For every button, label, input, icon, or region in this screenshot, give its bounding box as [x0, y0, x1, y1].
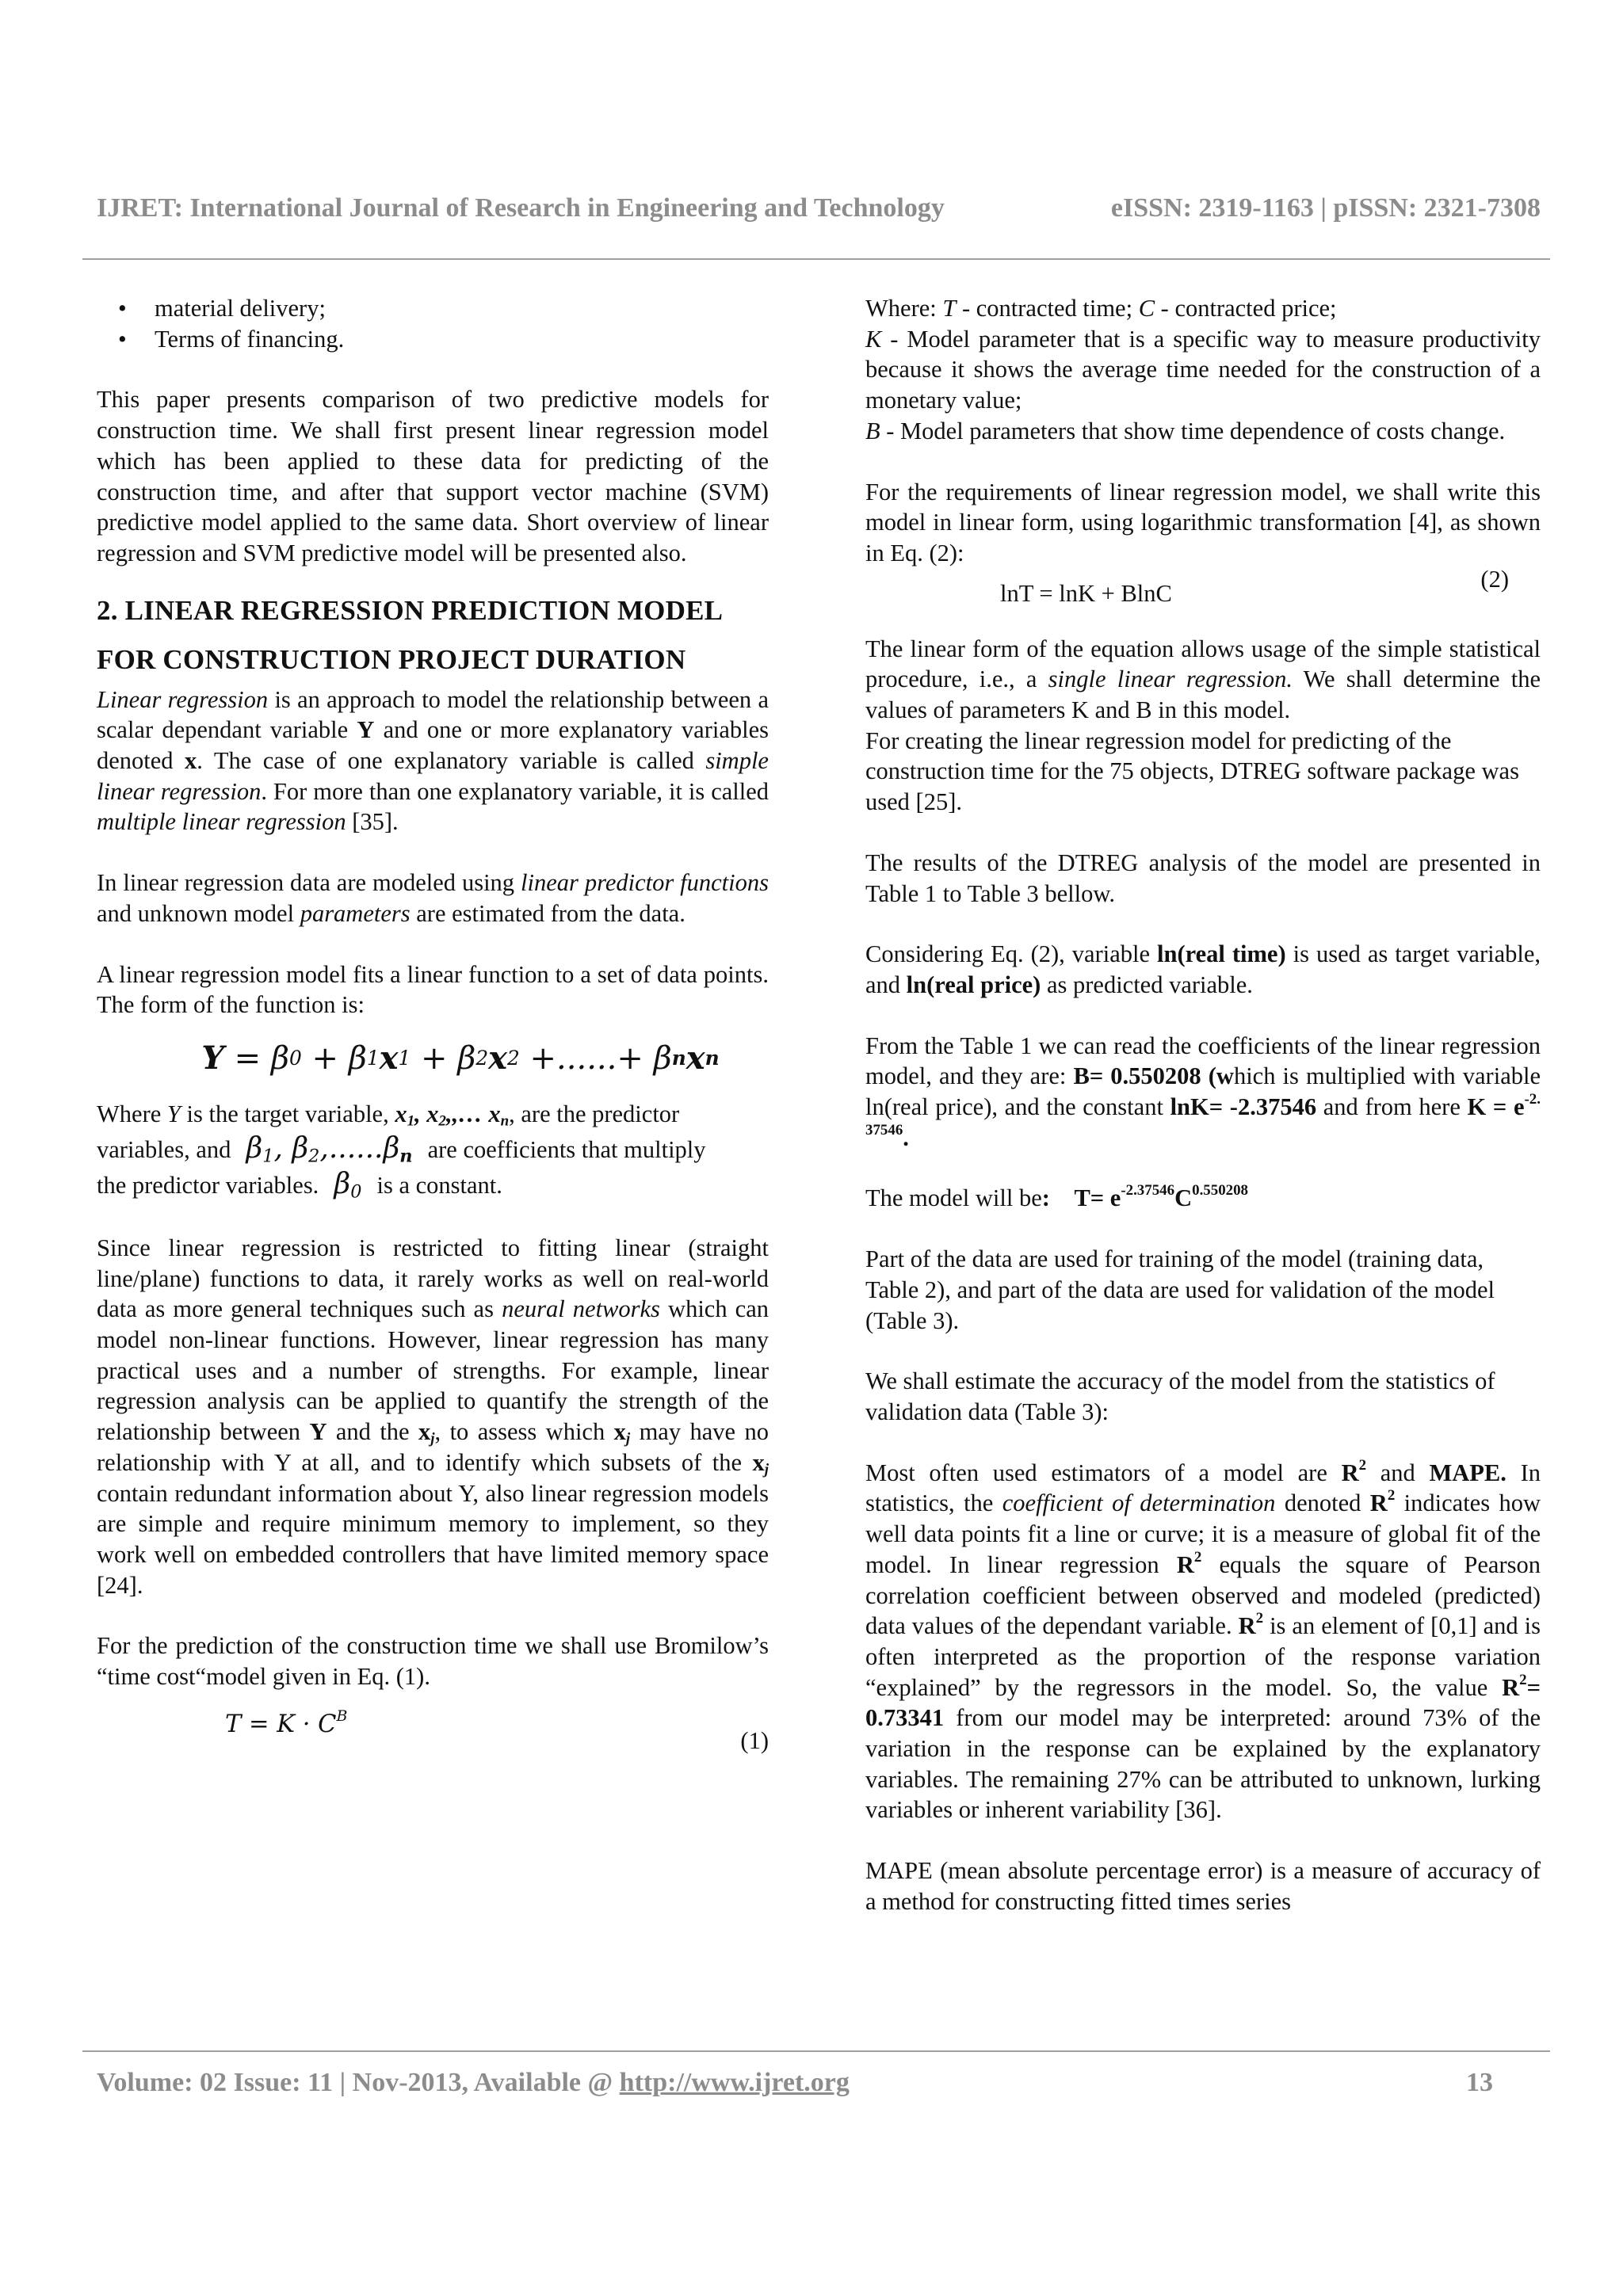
equation-1	[97, 1707, 769, 1757]
log-equation: lnT = lnK + BlnC	[1000, 579, 1172, 607]
right-column	[865, 293, 1541, 1917]
issn-info: eISSN: 2319-1163 | pISSN: 2321-7308	[1110, 193, 1541, 223]
beta-coefficients-symbol: $\beta_1$, $\beta_2,......\beta_n$	[237, 1131, 413, 1167]
requirements-paragraph: For the requirements of linear regression model, we shall write this model in linear form, using logarithmic transformation [4], as shown in Eq. (2):	[865, 478, 1541, 566]
regression-equation: Y = β 0 + β 1 x 1 + β 2 x 2 +......+ β n x n	[201, 1039, 720, 1077]
section-heading	[97, 586, 769, 685]
fit-paragraph: A linear regression model fits a linear function to a set of data points. The form of the function is:	[97, 960, 769, 1019]
where-definitions: Where: T - contracted time; C - contracted price; K - Model parameter that is a specific way to measure productivity because it shows the average time needed for the construction of a monetary value; B - Model parameters that show time dependence of costs change.	[865, 295, 1541, 444]
equation-1-number: (1)	[740, 1726, 769, 1754]
model-equation: The model will be: $T= e^{-2.37546}C^{0.550208}$	[865, 1182, 1249, 1212]
footer-rule	[82, 2050, 1550, 2052]
journal-link[interactable]: http://www.ijret.org	[619, 2068, 850, 2097]
bullet-item: • material delivery;	[155, 293, 769, 324]
header-rule	[82, 258, 1550, 260]
time-cost-equation: $T = K \cdot C^B$	[225, 1707, 348, 1738]
linear-form-paragraph: The linear form of the equation allows usage of the simple statistical procedure, i.e., a single linear regression. We shall determine the values of parameters K and B in this model.	[865, 635, 1541, 724]
predictor-functions-paragraph: In linear regression data are modeled using linear predictor functions and unknown model parameters are estimated from the data.	[97, 869, 769, 927]
bullet-list	[97, 293, 769, 354]
footer-volume-info: Volume: 02 Issue: 11 | Nov-2013, Available @ http://www.ijret.org	[97, 2068, 850, 2097]
equation-2	[865, 565, 1541, 616]
results-paragraph: The results of the DTREG analysis of the model are presented in Table 1 to Table 3 bellow.	[865, 849, 1541, 907]
where-paragraph: Where Y is the target variable, $x_1$, $x_2,,\dots$ $x_n$, are the predictor variables, and $\beta_1$, $\beta_2,......\beta_n$ are coefficients that multiply the predictor variables. $\beta_0$ is a constant.	[97, 1100, 706, 1203]
page-number: 13	[1466, 2068, 1493, 2097]
intro-paragraph: This paper presents comparison of two predictive models for construction time. We shall first present linear regression model which has been applied to these data for predicting of the construction time, and after that support vector machine (SVM) predictive model applied to the same data. Short overview of linear regression and SVM predictive model will be presented also.	[97, 386, 769, 566]
r-squared-paragraph: Most often used estimators of a model are $R^2$ and MAPE. In statistics, the coefficient of determination denoted $R^2$ indicates how well data points fit a line or curve; it is a measure of global fit of the model. In linear regression $R^2$ equals the square of Pearson correlation coefficient between observed and modeled (predicted) data values of the dependant variable. $R^2$ is an element of [0,1] and is often interpreted as the proportion of the response variation “explained” by the regressors in the model. So, the value $R^2= 0.73341$ from our model may be interpreted: around 73% of the variation in the response can be explained by the explanatory variables. The remaining 27% can be attributed to unknown, lurking variables or inherent variability [36].	[865, 1456, 1541, 1824]
section-heading-line2: FOR CONSTRUCTION PROJECT DURATION	[97, 643, 686, 675]
since-paragraph: Since linear regression is restricted to fitting linear (straight line/plane) functions to data, it rarely works as well on real-world data as more general techniques such as neural networks which can model non-linear functions. However, linear regression has many practical uses and a number of strengths. For example, linear regression analysis can be applied to quantify the strength of the relationship between Y and the $x_j$, to assess which $x_j$ may have no relationship with Y at all, and to identify which subsets of the $x_j$ contain redundant information about Y, also linear regression models are simple and require minimum memory to implement, so they work well on embedded controllers that have limited memory space [24].	[97, 1234, 769, 1599]
bullet-item: • Terms of financing.	[155, 324, 769, 355]
left-column	[97, 293, 769, 1757]
bromilow-paragraph: For the prediction of the construction time we shall use Bromilow’s “time cost“model given in Eq. (1).	[97, 1632, 769, 1691]
beta-zero-symbol: $\beta_0$	[324, 1167, 362, 1203]
linear-regression-definition: Linear regression is an approach to model the relationship between a scalar dependant variable Y and one or more explanatory variables denoted x. The case of one explanatory variable is called simple linear regression. For more than one explanatory variable, it is called multiple linear regression [35].	[97, 685, 769, 836]
equation-2-number: (2)	[1480, 565, 1509, 593]
mape-paragraph: MAPE (mean absolute percentage error) is a measure of accuracy of a method for constructing fitted times series	[865, 1857, 1541, 1915]
dtreg-paragraph: For creating the linear regression model for predicting of the construction time for the 75 objects, DTREG software package was used [25].	[865, 727, 1519, 816]
estimate-paragraph: We shall estimate the accuracy of the model from the statistics of validation data (Table 3):	[865, 1367, 1495, 1425]
running-header	[97, 193, 1541, 223]
training-paragraph: Part of the data are used for training of the model (training data, Table 2), and part of the data are used for validation of the model (Table 3).	[865, 1245, 1495, 1334]
considering-paragraph: Considering Eq. (2), variable ln(real time) is used as target variable, and ln(real price) as predicted variable.	[865, 940, 1541, 998]
running-footer	[97, 2068, 1541, 2098]
section-heading-line1: 2. LINEAR REGRESSION PREDICTION MODEL	[97, 594, 724, 626]
journal-title: IJRET: International Journal of Research in Engineering and Technology	[97, 193, 945, 223]
coefficients-paragraph: From the Table 1 we can read the coefficients of the linear regression model, and they are: B= 0.550208 (which is multiplied with variable ln(real price), and the constant lnK= -2.37546 and from here $K = e^{-2. 37546}$.	[865, 1032, 1541, 1151]
